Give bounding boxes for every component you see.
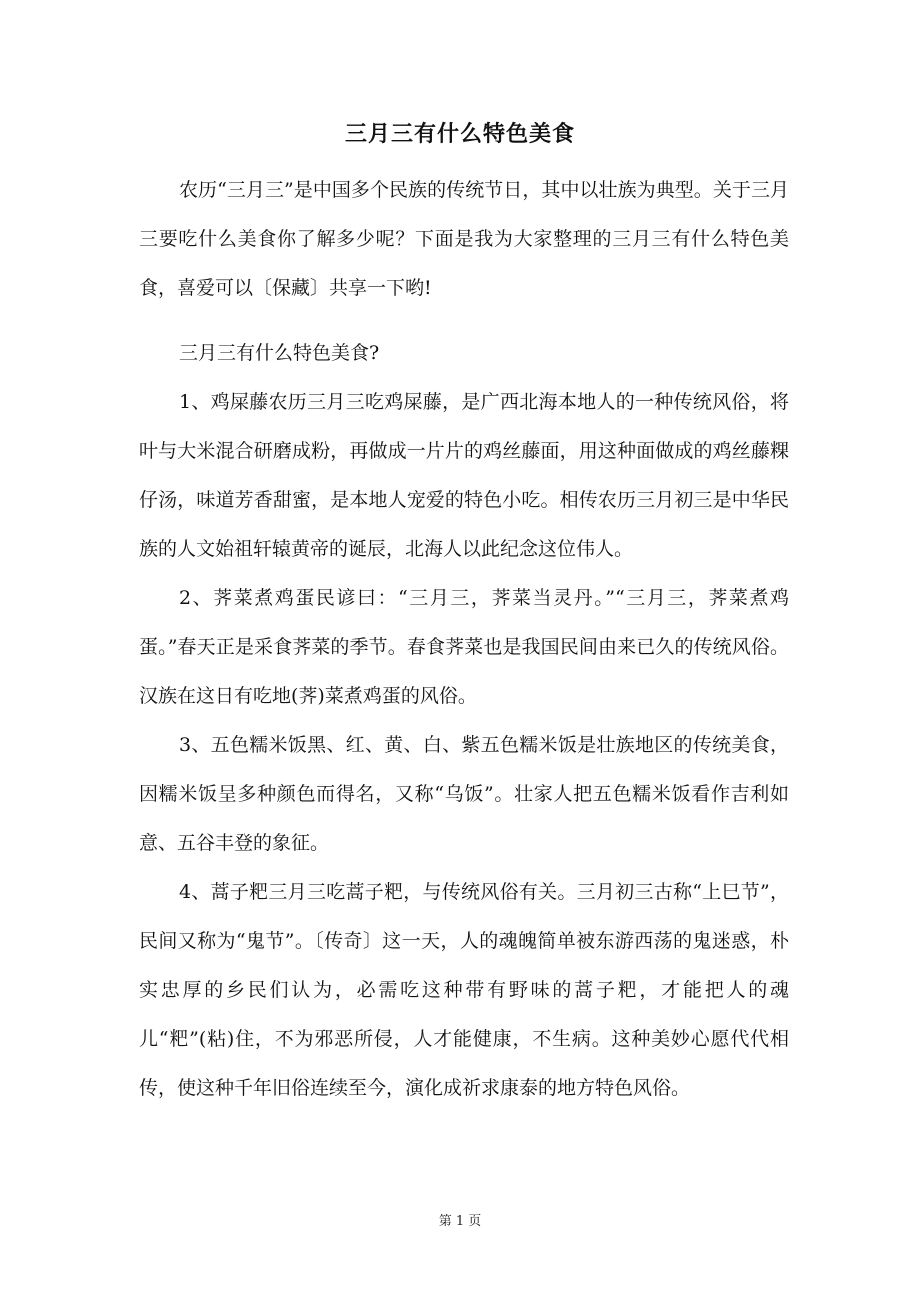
food-item-2-paragraph: 2、荠菜煮鸡蛋民谚曰：“三月三，荠菜当灵丹。”“三月三，荠菜煮鸡蛋。”春天正是采食荠菜的季节。春食荠菜也是我国民间由来已久的传统风俗。 汉族在这日有吃地(荠)菜煮鸡蛋的风俗。 xyxy=(139,587,789,707)
food-item-3-paragraph: 3、五色糯米饭黑、红、黄、白、紫五色糯米饭是壮族地区的传统美食，因糯米饭呈多种颜色而得名，又称“乌饭”。壮家人把五色糯米饭看作吉利如意、五谷丰登的象征。 xyxy=(139,734,789,854)
document-title: 三月三有什么特色美食 xyxy=(344,121,575,147)
page-number-footer: 第 1 页 xyxy=(438,1214,482,1229)
food-item-4-paragraph: 4、蒿子粑三月三吃蒿子粑，与传统风俗有关。三月初三古称“上巳节”，民间又称为“鬼节”。〔传奇〕这一天，人的魂魄简单被东游西荡的鬼迷惑，朴实忠厚的乡民们认为，必需吃这种带有野味的蒿子粑，才能把人的魂儿“粑”(粘)住，不为邪恶所侵，人才能健康，不生病。这种美妙心愿代代相传，使这种千年旧俗连续至今，演化成祈求康泰的地方特色风俗。 xyxy=(139,881,789,1099)
food-item-1-paragraph: 1、鸡屎藤农历三月三吃鸡屎藤，是广西北海本地人的一种传统风俗，将叶与大米混合研磨成粉，再做成一片片的鸡丝藤面，用这种面做成的鸡丝藤粿仔汤，味道芳香甜蜜，是本地人宠爱的特色小吃。相传农历三月初三是中华民族的人文始祖轩辕黄帝的诞辰，北海人以此纪念这位伟人。 xyxy=(139,391,789,560)
intro-paragraph: 农历“三月三”是中国多个民族的传统节日，其中以壮族为典型。关于三月三要吃什么美食你了解多少呢？下面是我为大家整理的三月三有什么特色美食，喜爱可以〔保藏〕共享一下哟! xyxy=(139,179,789,299)
section-heading: 三月三有什么特色美食? xyxy=(179,342,380,364)
document-body xyxy=(139,166,789,1113)
